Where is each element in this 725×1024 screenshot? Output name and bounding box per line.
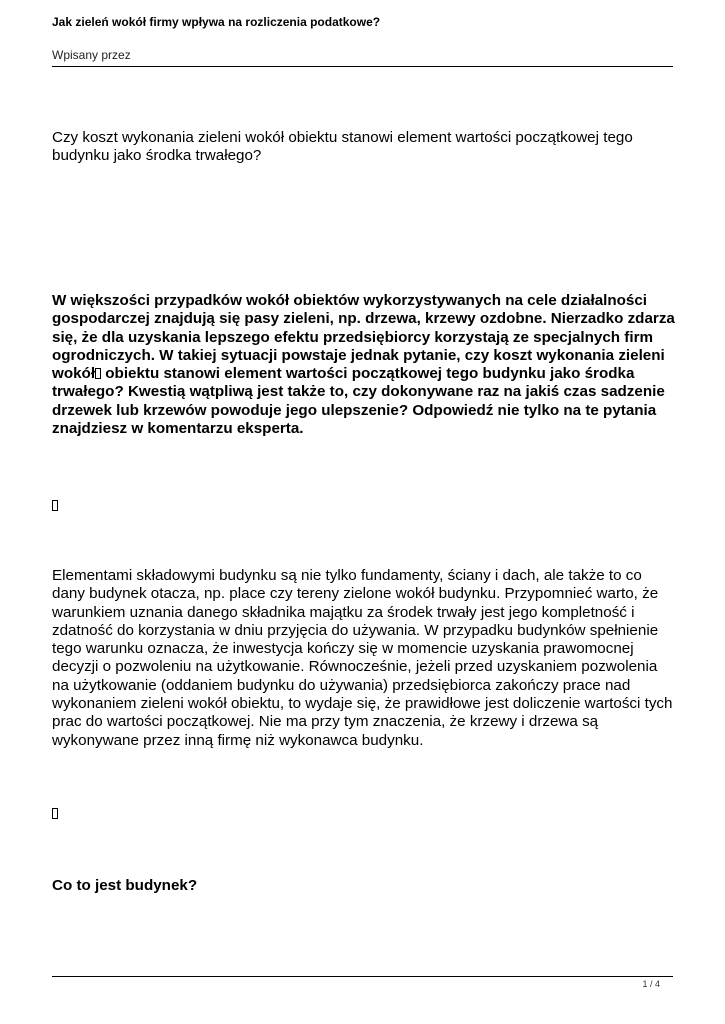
lead-text-part2: obiektu stanowi element wartości początkowej tego budynku jako środka trwałego? Kwestią wątpliwą jest także to, czy dokonywane raz na jakiś czas sadzenie drzewek lub krzewów powoduje jego ulepszenie? Odpowiedź nie tylko na te pytania znajdziesz w komentarzu eksperta. xyxy=(52,365,665,438)
lead-text-part1: W większości przypadków wokół obiektów wykorzystywanych na cele działalności gospodarczej znajdują się pasy zieleni, np. drzewa, krzewy ozdobne. Nierzadko zdarza się, że dla uzyskania lepszego efektu przedsiębiorcy korzystają ze specjalnych firm ogrodniczych. W takiej sytuacji powstaje jednak pytanie, czy koszt wykonania zieleni wokół xyxy=(52,292,675,383)
page-header xyxy=(52,14,673,63)
intro-question: Czy koszt wykonania zieleni wokół obiektu stanowi element wartości początkowej tego budynku jako środka trwałego? xyxy=(52,129,633,165)
section-heading: Co to jest budynek? xyxy=(52,877,198,894)
header-divider xyxy=(52,66,673,67)
document-title: Jak zieleń wokół firmy wpływa na rozliczenia podatkowe? xyxy=(52,15,381,29)
placeholder-line xyxy=(52,497,677,515)
footer-divider xyxy=(52,976,673,977)
missing-glyph-icon xyxy=(52,500,58,511)
lead-paragraph xyxy=(52,292,677,438)
missing-glyph-icon xyxy=(52,808,58,819)
page-number: 1 / 4 xyxy=(642,979,660,989)
author-line: Wpisany przez xyxy=(52,48,131,62)
body-paragraph: Elementami składowymi budynku są nie tylko fundamenty, ściany i dach, ale także to co dany budynek otacza, np. place czy tereny zielone wokół budynku. Przypomnieć warto, że warunkiem uznania danego składnika majątku za środek trwały jest jego kompletność i zdatność do korzystania w dniu przyjęcia do używania. W przypadku budynków spełnienie tego warunku oznacza, że inwestycja kończy się w momencie uzyskania prawomocnej decyzji o pozwoleniu na użytkowanie. Równocześnie, jeżeli przed uzyskaniem pozwolenia na użytkowanie (oddaniem budynku do używania) przedsiębiorca zakończy prace nad wykonaniem zieleni wokół obiektu, to wydaje się, że prawidłowe jest doliczenie wartości tych prac do wartości początkowej. Nie ma przy tym znaczenia, że krzewy i drzewa są wykonywane przez inną firmę niż wykonawca budynku. xyxy=(52,567,673,749)
placeholder-line xyxy=(52,805,677,823)
